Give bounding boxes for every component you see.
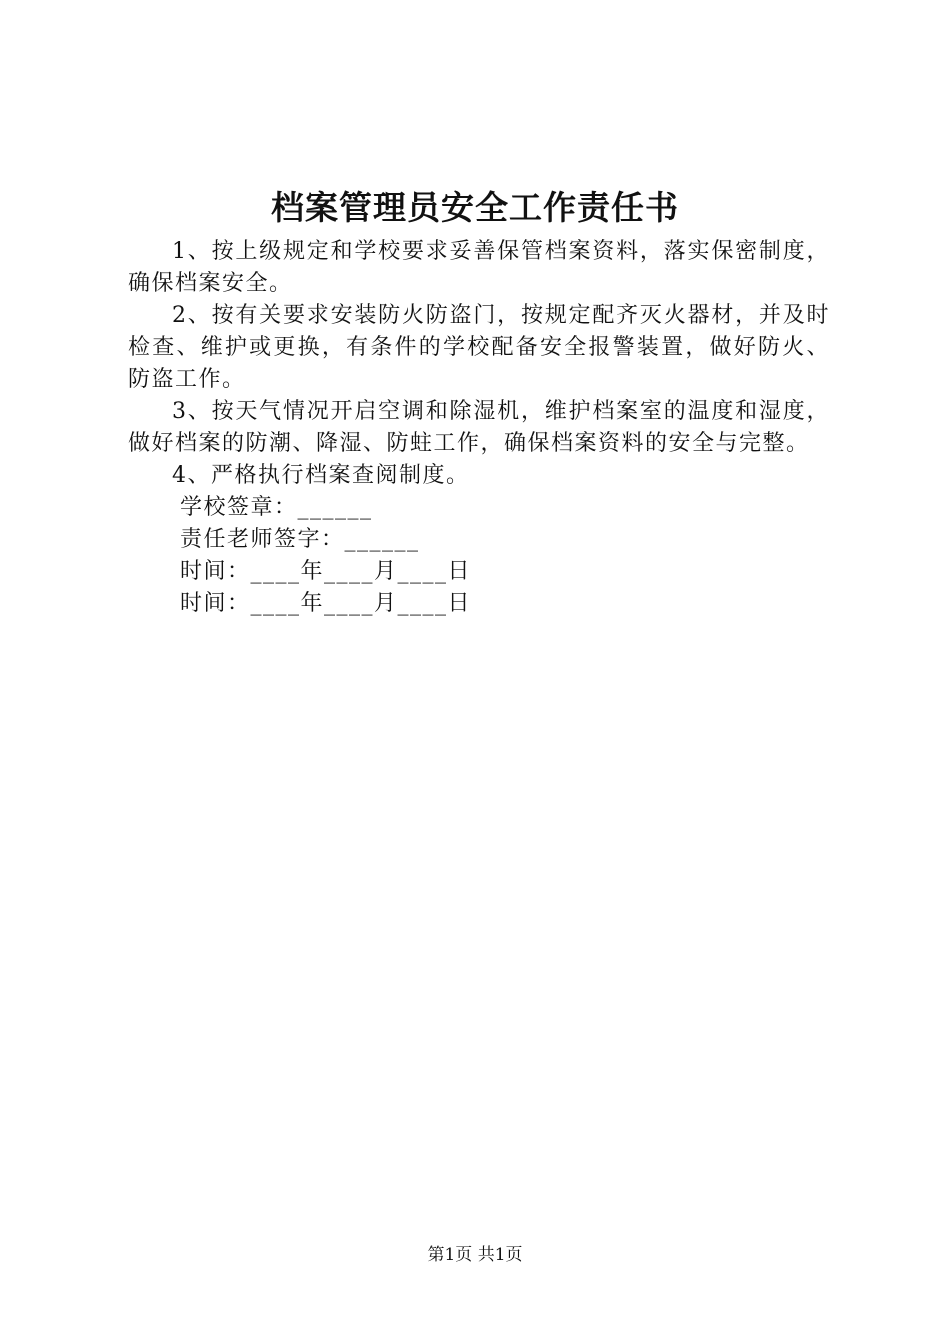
date-line-2: 时间：____年____月____日 [180,591,472,616]
clause-1: 1、按上级规定和学校要求妥善保管档案资料，落实保密制度，确保档案安全。 [128,239,830,296]
clause-2: 2、按有关要求安装防火防盗门，按规定配齐灭火器材，并及时检查、维护或更换，有条件的学校配备安全报警装置，做好防火、防盗工作。 [128,303,830,392]
teacher-signature-line: 责任老师签字：______ [180,527,420,552]
school-seal-line: 学校签章：______ [180,495,373,520]
page-number-footer: 第1页 共1页 [427,1245,523,1265]
document-body [128,236,830,620]
document-title: 档案管理员安全工作责任书 [271,188,679,227]
clause-4: 4、严格执行档案查阅制度。 [172,463,470,488]
date-line-1: 时间：____年____月____日 [180,559,472,584]
clause-3: 3、按天气情况开启空调和除湿机，维护档案室的温度和湿度，做好档案的防潮、降湿、防蛀工作，确保档案资料的安全与完整。 [128,399,830,456]
